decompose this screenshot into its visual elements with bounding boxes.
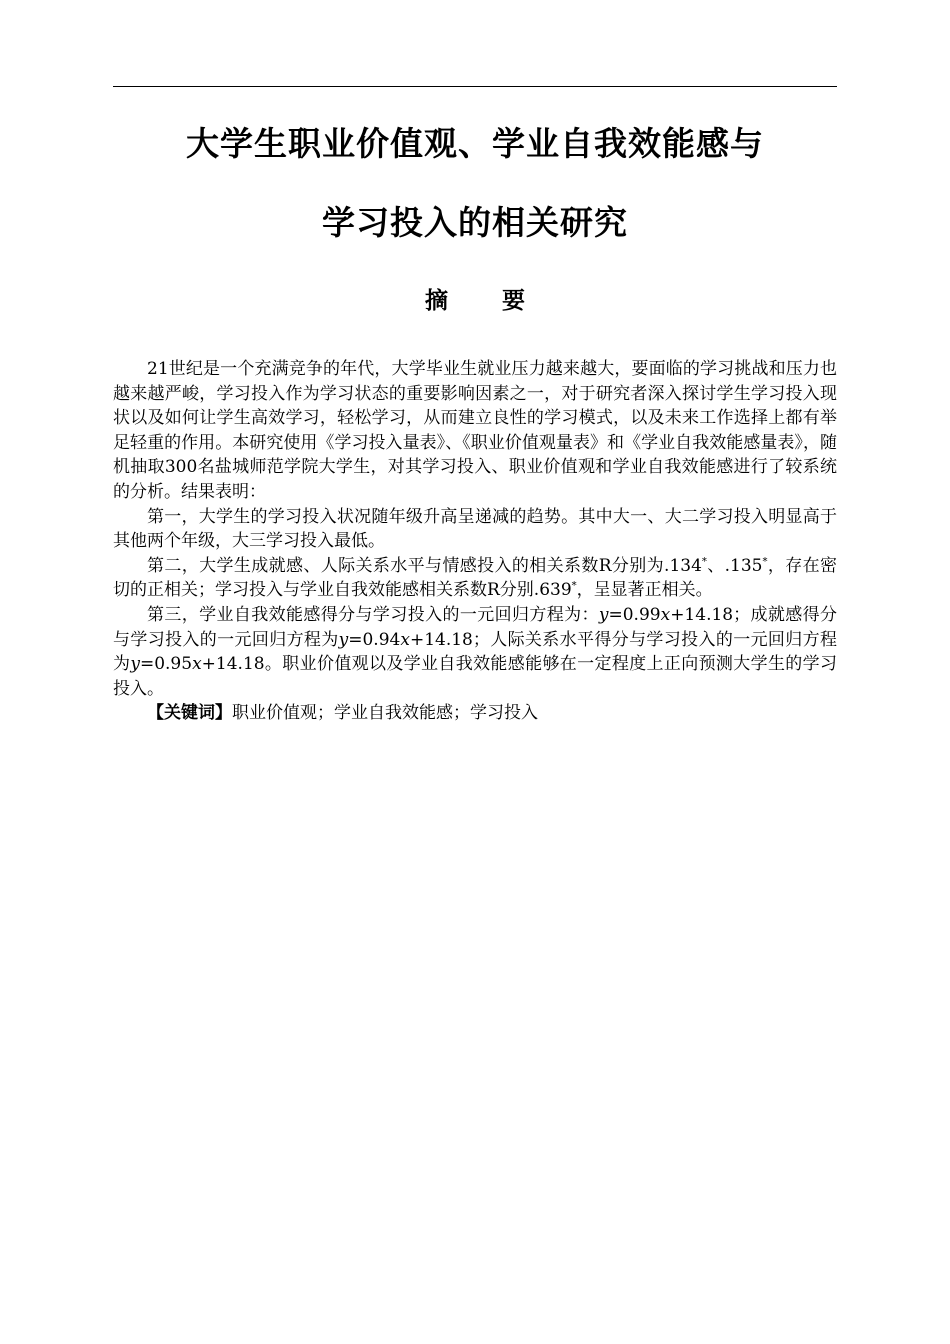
paper-title-line-1: 大学生职业价值观、学业自我效能感与 xyxy=(186,124,764,163)
keywords-label: 【关键词】 xyxy=(147,703,232,724)
equation-variable-x: x xyxy=(400,629,410,650)
p3-text-b: 、.135 xyxy=(706,555,763,576)
p4-text-c: +14.18；成就感得分与学习投入的一元回归方程为 xyxy=(113,604,837,650)
keywords-line xyxy=(113,701,837,726)
abstract-paragraph-3 xyxy=(113,554,837,603)
p3-text-a: 第二，大学生成就感、人际关系水平与情感投入的相关系数R分别为.134 xyxy=(147,555,702,576)
abstract-paragraph-2: 第一，大学生的学习投入状况随年级升高呈递减的趋势。其中大一、大二学习投入明显高于其他两个年级，大三学习投入最低。 xyxy=(113,506,837,552)
p4-text-e: +14.18；人际关系水平得分与学习投入的一元回归方程为 xyxy=(113,629,837,675)
abstract-heading: 摘要 xyxy=(425,288,579,314)
equation-variable-y: y xyxy=(338,629,349,650)
abstract-body xyxy=(113,357,837,726)
p4-text-f: =0.95 xyxy=(139,654,193,675)
p3-text-d: ，呈显著正相关。 xyxy=(576,580,713,601)
p4-text-a: 第三，学业自我效能感得分与学习投入的一元回归方程为： xyxy=(147,604,599,625)
p4-text-g: +14.18。职业价值观以及学业自我效能感能够在一定程度上正向预测大学生的学习投入。 xyxy=(113,654,838,699)
equation-variable-y: y xyxy=(598,604,609,625)
header-rule xyxy=(113,86,837,87)
equation-variable-x: x xyxy=(192,654,202,675)
significance-mark: * xyxy=(762,556,768,568)
p4-text-b: =0.99 xyxy=(608,604,661,625)
equation-variable-y: y xyxy=(130,654,140,675)
keywords-value: 职业价值观；学业自我效能感；学习投入 xyxy=(232,703,538,724)
p3-text-c: ，存在密切的正相关；学习投入与学业自我效能感相关系数R分别.639 xyxy=(113,555,837,601)
paper-title-line-2: 学习投入的相关研究 xyxy=(322,203,628,242)
equation-variable-x: x xyxy=(660,604,671,625)
p4-text-d: =0.94 xyxy=(348,629,401,650)
significance-mark: * xyxy=(571,580,577,592)
significance-mark: * xyxy=(701,556,707,568)
abstract-paragraph-4 xyxy=(113,603,837,701)
abstract-paragraph-1: 21世纪是一个充满竞争的年代，大学毕业生就业压力越来越大，要面临的学习挑战和压力也越来越严峻，学习投入作为学习状态的重要影响因素之一，对于研究者深入探讨学生学习投入现状以及如何让学生高效学习，轻松学习，从而建立良性的学习模式，以及未来工作选择上都有举足轻重的作用。本研究使用《学习投入量表》、《职业价值观量表》和《学业自我效能感量表》，随机抽取300名盐城师范学院大学生，对其学习投入、职业价值观和学业自我效能感进行了较系统的分析。结果表明： xyxy=(113,359,837,502)
